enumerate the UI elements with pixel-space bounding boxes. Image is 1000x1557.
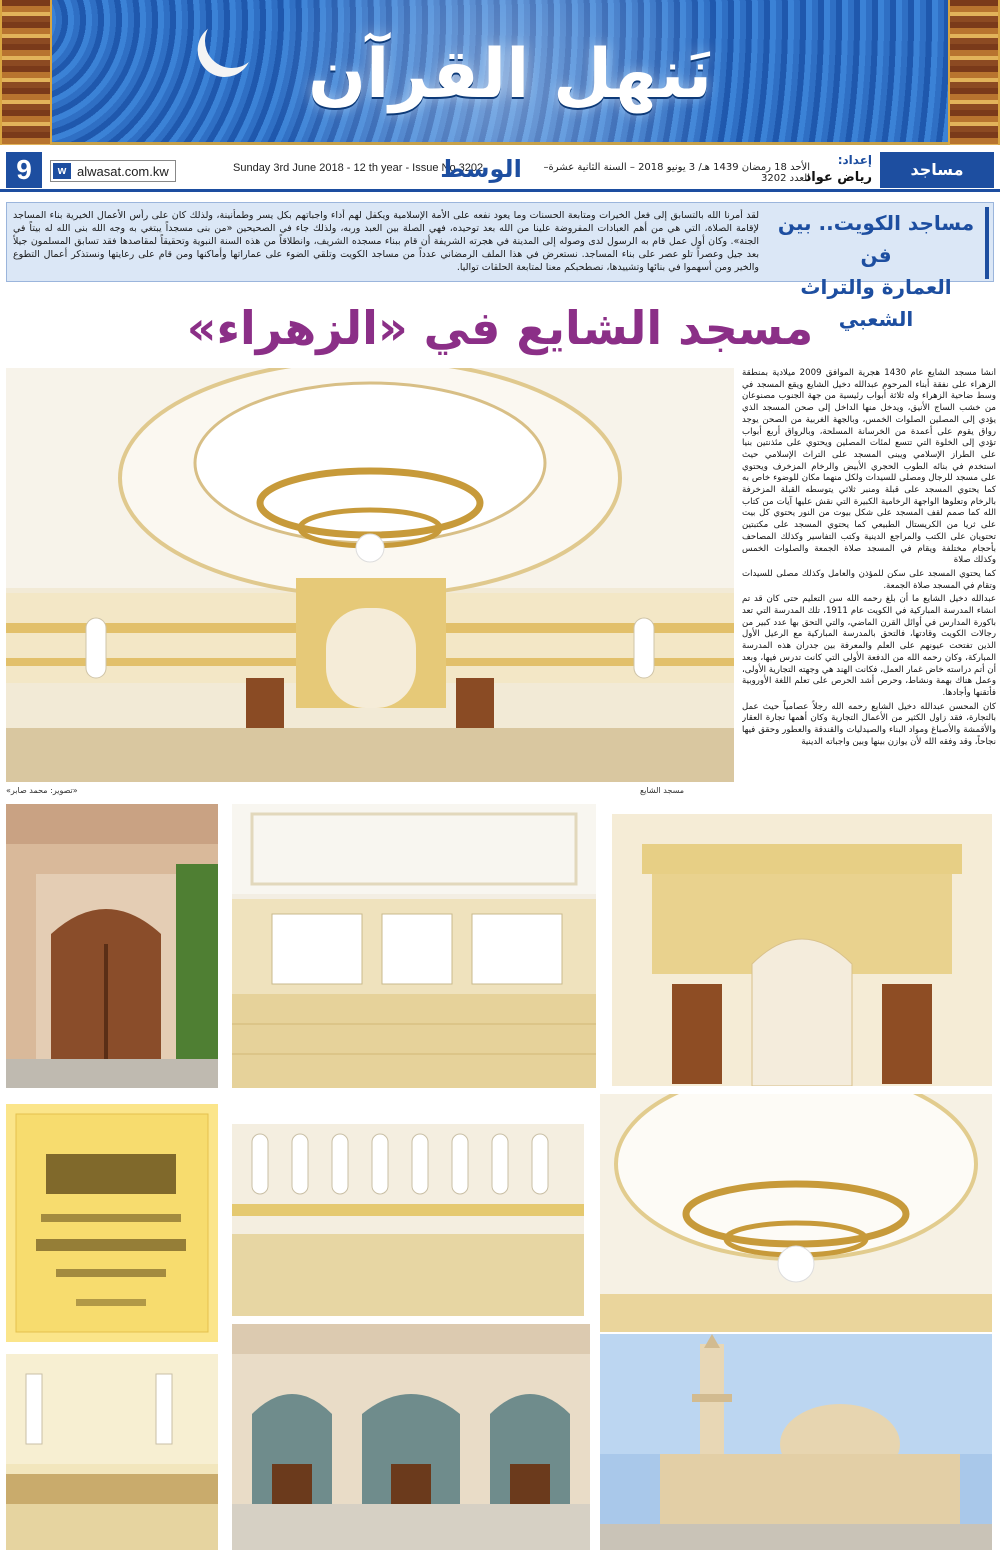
photo-mihrab bbox=[612, 814, 992, 1086]
issue-info-bar bbox=[0, 148, 1000, 192]
article-paragraph: أنشا مسجد الشايع عام 1430 هجرية الموافق 2009 ميلادية بمنطقة الزهراء على نفقة أبناء المرحوم عبدالله دخيل الشايع ويقع المسجد في وسط ضاحية الزهراء وله ثلاثة أبواب رئيسية من جهة الجنوب مصنوعان من خشب الساج الأنيق، ويدخل منها الداخل إلى صحن المسجد الذي يؤدي إلى المصلين الصلوات الخمس، وبالجهة الغربية من الصحن يوجد رواق يقوم على أعمدة من الخرسانة المسلحة، وبالرواق أربع أبواب تؤدي إلى الخلوة التي تتسع لمئات المصلين ويحتوي على مئذنتين بنيا على الطراز الإسلامي ويبنى المسجد على التراث الإسلامي حيث استخدم في بنائه الطوب الحجري الأبيض والرخام المزخرف ويحتوي على مسجد للرجال ومصلى للسيدات ولكل منهما مكان للوضوء خاص به كما يحتوي المسجد على قبلة ومنبر ثلاثي يتوسطه القبلة المزخرفة بالرخام وتعلوها الواجهة الرخامية الكبيرة التي نقش عليها آيات من كتاب الله كما صمم لقف المسجد على شكل بيوت من النور يحتوي كل بيت على ثريا من الكريستال الطبيعي كما يحتوي المسجد على مكتبتين تحتويان على الكتب والمراجع الدينية وكتب التفاسير وكذلك المصاحف بأحجام مختلفة ويقام في المسجد صلاة الجمعة والصلوات الخمس وكذلك صلاة bbox=[742, 368, 996, 566]
author-credit bbox=[804, 152, 872, 190]
series-heading-line2: العمارة والتراث الشعبي bbox=[800, 275, 952, 331]
page-number: 9 bbox=[6, 152, 42, 188]
masthead-banner bbox=[0, 0, 1000, 145]
series-heading bbox=[767, 207, 989, 331]
photo-dedication-plaque bbox=[6, 1104, 218, 1342]
series-heading-line1: مساجد الكويت.. بين فن bbox=[777, 211, 975, 267]
issue-date-english: Sunday 3rd June 2018 - 12 th year - Issue No.3202 bbox=[233, 162, 484, 174]
newspaper-logo: الوسط bbox=[440, 155, 522, 183]
article-paragraph: كان المحسن عبدالله دخيل الشايع رحمه الله رجلاً عصامياً حيث عمل بالتجارة، فقد زاول الكثير من الأعمال التجارية وكان أهمها تجارة العقار والأقمشة والأصباغ ومواد البناء والصيدليات والقندقة والعطور وحقق فيها نجاحاً، وقد وفقه الله لأن يوازن بينها وبين واجباته الدينية bbox=[742, 701, 996, 747]
prepared-by-label: إعداد: bbox=[837, 153, 872, 167]
photo-interior-doors bbox=[232, 804, 596, 1088]
main-photo-prayer-hall bbox=[6, 368, 734, 782]
photo-women-prayer-room bbox=[6, 1354, 218, 1550]
article-body bbox=[742, 368, 996, 796]
photo-dome-chandelier bbox=[600, 1094, 992, 1332]
ornamental-pillar-left bbox=[0, 0, 52, 145]
series-intro-text: لقد أمرنا الله بالتسابق إلى فعل الخيرات ومتابعة الحسنات وما يعود نفعه على الأمة الإسلامية ويكفل لهم أداء واجباتهم بكل يسر وطمأنينة، ولذلك كان على رأس الأعمال الخيرية بناء المساجد لإقامة الصلاة، التي هي من أهم العبادات المفروضة علينا من الله بعد توحيده، فهي الصلة بين العبد وربه، ولذلك جاء في الصحيحين «من بنى مسجداً يبتغي به وجه الله بنى الله له بيتاً في الجنة». وكان أول عمل قام به الرسول لدى وصوله إلى المدينة في هجرته الشريفة أن قام ببناء مسجده الشريف، وانطلاقاً من هذه السنة النبوية وتحقيقاً لمقاصدها فقد تسابق المسلمون جيلاً بعد جيل وعصراً تلو عصر على بناء المساجد. نستعرض في هذا الملف الرمضاني عدداً من مساجد الكويت وتلقي الضوء على عماراتها وأماكنها ومن قام على رعايتها ونستذكر أعمال التطوع والخير ومن أسهموا في بنائها وتشييدها، نصطحبكم معنا لمتابعة الحلقات تواليا. bbox=[13, 210, 759, 273]
issue-date-arabic: الأحد 18 رمضان 1439 هـ/ 3 يونيو 2018 – السنة الثانية عشرة– العدد 3202 bbox=[543, 162, 810, 184]
main-photo-caption: مسجد الشايع bbox=[640, 786, 685, 795]
website-url: alwasat.com.kw bbox=[77, 164, 169, 179]
article-paragraph: كما يحتوي المسجد على سكن للمؤذن والعامل وكذلك مصلى للسيدات وتقام في المسجد صلاة الجمعة. bbox=[742, 568, 996, 591]
photo-credit: «تصوير: محمد صابر» bbox=[6, 786, 78, 795]
section-tag: مساجد bbox=[880, 152, 994, 188]
article-paragraph: عبدالله دخيل الشايع ما أن بلغ رحمه الله سن التعليم حتى كان قد تم انشاء المدرسة المباركية في الكويت عام 1911، تلك المدرسة التي تعد باكورة المدارس في أوائل القرن الماضي، والتي التحق بها عدد كبير من رجالات الكويت وقادتها، فالتحق بالمدرسة المباركية مع الرعيل الأول الذين تفتحت عيونهم على العلم والمعرفة بين جدران هذه المدرسة المباركة، وكان رحمه الله من الدفعة الأولى التي كانت تدرس فيها، وبعد أن أتم دراسته خاض غمار العمل، فكانت الهند هي وجهته التجارية الأولى، وعمل هناك بهمة ونشاط، وحرص أشد الحرص على تعلم اللغة الأوروبية فأتقنها وأجادها. bbox=[742, 594, 996, 698]
photo-exterior-arches bbox=[232, 1324, 590, 1550]
ornamental-pillar-right bbox=[948, 0, 1000, 145]
prepared-by-name: رياض عواد bbox=[804, 170, 872, 185]
photo-prayer-hall-windows bbox=[232, 1094, 584, 1316]
article-headline: مسجد الشايع في «الزهراء» bbox=[186, 301, 814, 355]
website-link[interactable] bbox=[50, 160, 176, 182]
photo-entrance-door bbox=[6, 804, 218, 1088]
web-icon: w bbox=[53, 163, 71, 179]
masthead-title: نَنهل القرآن bbox=[308, 35, 712, 114]
photo-mosque-exterior-minaret bbox=[600, 1334, 992, 1550]
